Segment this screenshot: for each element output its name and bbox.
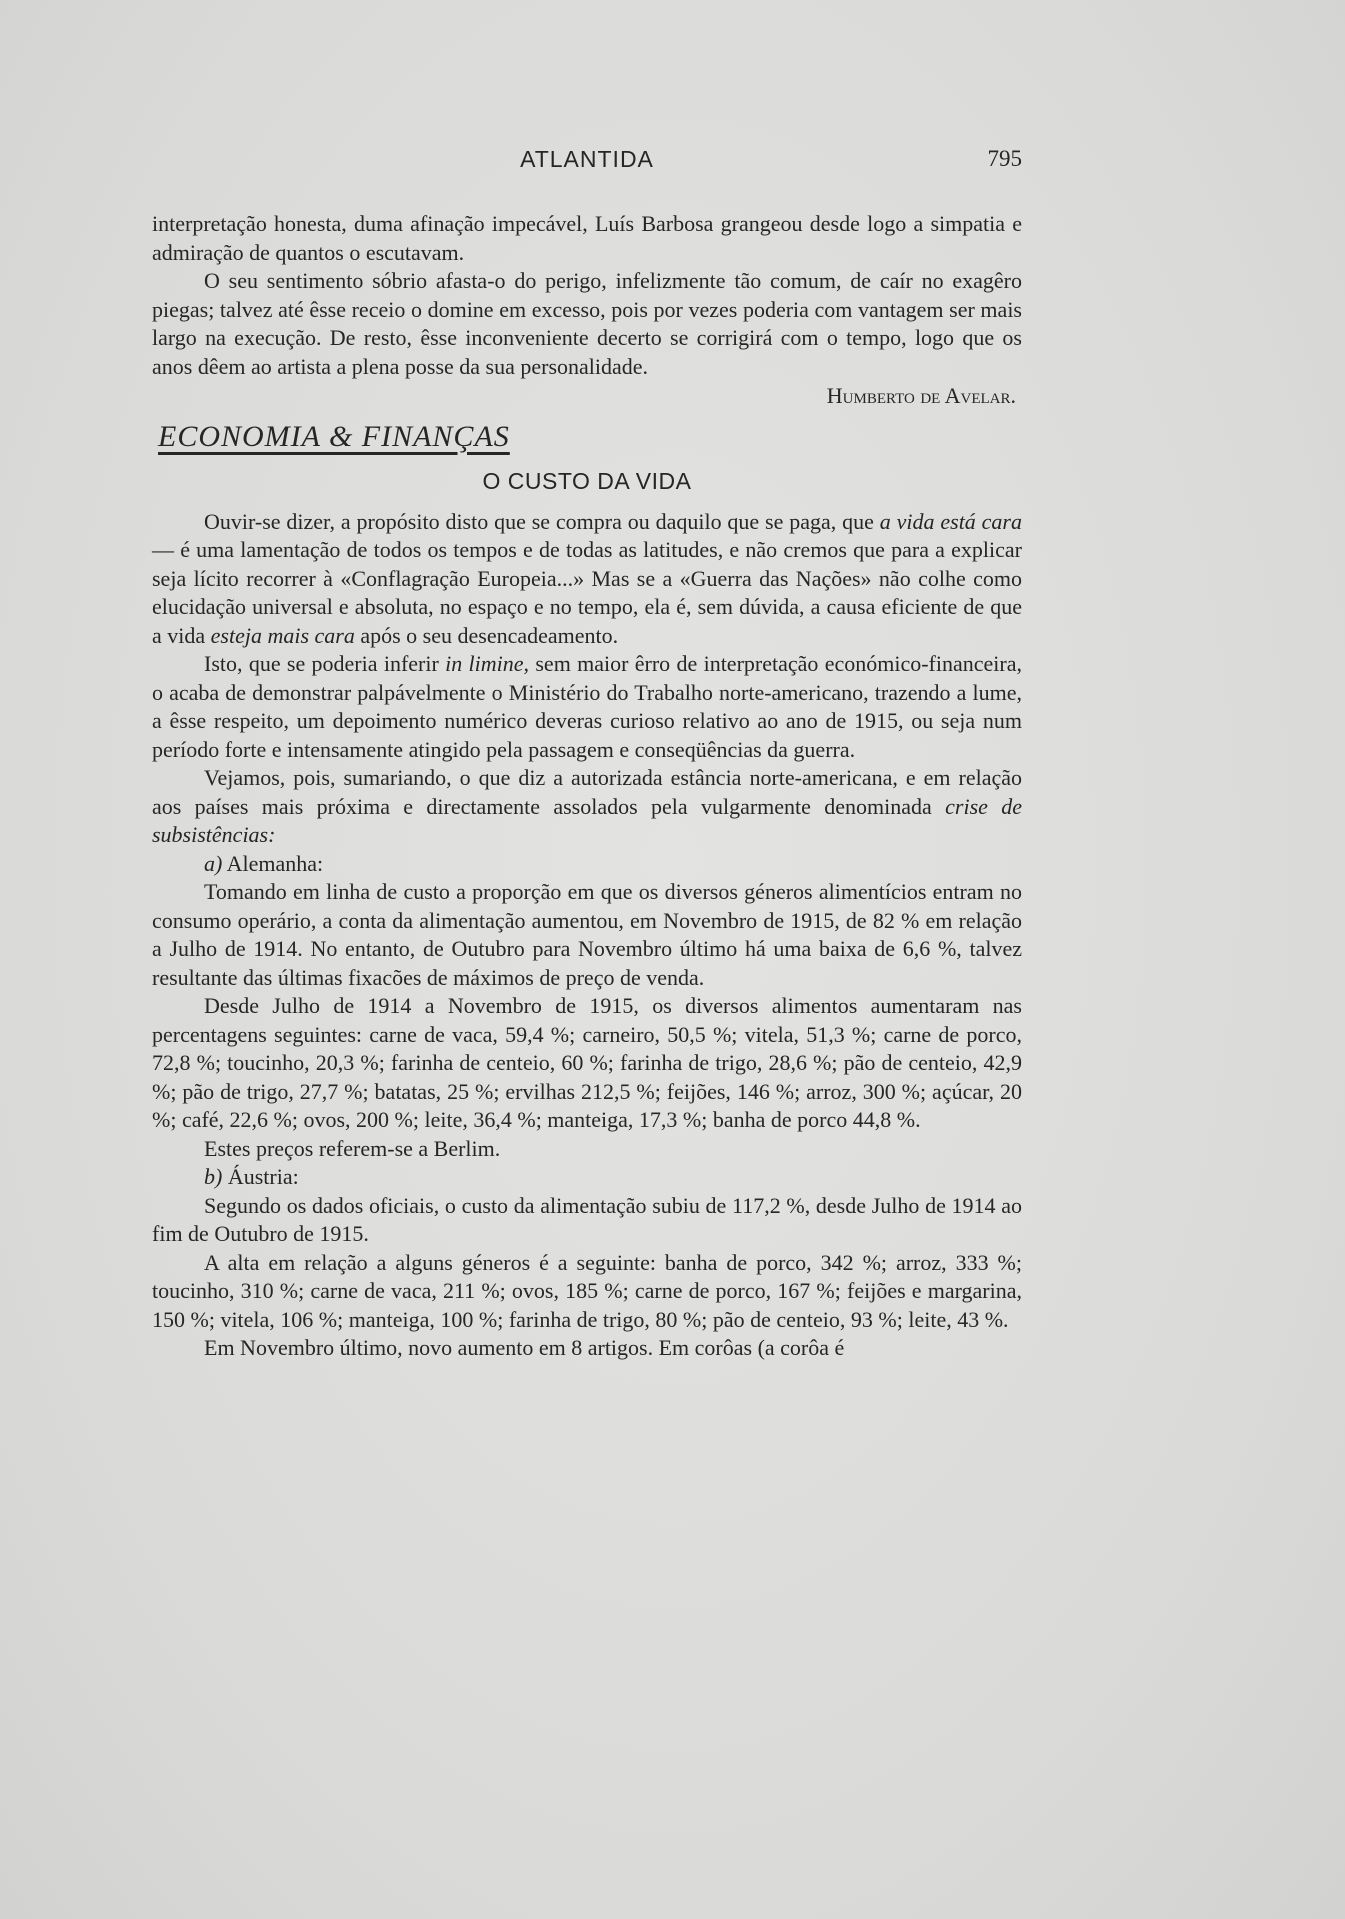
article-paragraph-2-part-b: sem maior êrro de interpretação económico-financeira, o acaba de demonstrar palpávelmente o Ministério do Trabalho norte-americano, trazendo a lume, a êsse respeito, um depoimento numérico deveras curioso relativo ao ano de 1915, ou seja num período forte e intensamente atingido pela passagem e conseqüências da guerra. xyxy=(152,651,1022,762)
article-paragraph-3-emphasis: crise de subsistências: xyxy=(152,793,1023,847)
article-paragraph-1-emphasis: a vida está cara xyxy=(879,508,1022,534)
article-paragraph-1-part-a: Ouvir-se dizer, a propósito disto que se compra ou daquilo que se paga, que xyxy=(204,508,880,534)
list-item-b-text: Áustria: xyxy=(222,1164,299,1189)
article-paragraph-8: A alta em relação a alguns géneros é a seguinte: banha de porco, 342 %; arroz, 333 %; toucinho, 310 %; carne de vaca, 211 %; ovos, 185 %; carne de porco, 167 %; feijões e margarina, 150 %; vitela, 106 %; manteiga, 100 %; farinha de trigo, 80 %; pão de centeio, 93 %; leite, 43 %. xyxy=(152,1249,1022,1332)
list-item-b-letter: b) xyxy=(204,1164,223,1189)
previous-article-paragraph-2: O seu sentimento sóbrio afasta-o do perigo, infelizmente tão comum, de caír no exagêro piegas; talvez até êsse receio o domine em excesso, pois por vezes poderia com vantagem ser mais largo na execução. De resto, êsse inconveniente decerto se corrigirá com o tempo, logo que os anos dêem ao artista a plena posse da sua personalidade. xyxy=(152,268,1022,379)
article-paragraph-2 xyxy=(152,650,1022,764)
article-paragraph-2-part-a: Isto, que se poderia inferir xyxy=(204,651,446,676)
running-head xyxy=(152,146,1022,176)
page-number: 795 xyxy=(987,146,1022,171)
article-paragraph-6: Estes preços referem-se a Berlim. xyxy=(204,1135,501,1161)
article-paragraph-3 xyxy=(152,764,1022,850)
article-paragraph-5: Desde Julho de 1914 a Novembro de 1915, os diversos alimentos aumentaram nas percentagens seguintes: carne de vaca, 59,4 %; carneiro, 50,5 %; vitela, 51,3 %; carne de porco, 72,8 %; toucinho, 20,3 %; farinha de centeio, 60 %; farinha de trigo, 28,6 %; pão de centeio, 42,9 %; pão de trigo, 27,7 %; batatas, 25 %; ervilhas 212,5 %; feijões, 146 %; arroz, 300 %; açúcar, 20 %; café, 22,6 %; ovos, 200 %; leite, 36,4 %; manteiga, 17,3 %; banha de porco 44,8 %. xyxy=(152,993,1022,1132)
article-paragraph-3-part-a: Vejamos, pois, sumariando, o que diz a autorizada estância norte-americana, e em relação aos países mais próxima e directamente assolados pela vulgarmente denominada xyxy=(152,765,1022,819)
list-item-a-text: Alemanha: xyxy=(222,850,324,876)
author-signature: Humberto de Avelar. xyxy=(826,383,1016,408)
article-paragraph-4: Tomando em linha de custo a proporção em que os diversos géneros alimentícios entram no consumo operário, a conta da alimentação aumentou, em Novembro de 1915, de 82 % em relação a Julho de 1914. No entanto, de Outubro para Novembro último há uma baixa de 6,6 %, talvez resultante das últimas fixacões de máximos de preço de venda. xyxy=(152,879,1022,990)
article-title: O CUSTO DA VIDA xyxy=(482,468,692,494)
article-paragraph-1-emphasis-2: esteja mais cara xyxy=(210,622,355,648)
article-paragraph-1-part-c: após o seu desencadeamento. xyxy=(354,622,619,648)
list-item-a-label xyxy=(152,850,1022,879)
previous-article-paragraph-1: interpretação honesta, duma afinação impecável, Luís Barbosa grangeou desde logo a simpatia e admiração de quantos o escutavam. xyxy=(152,211,1022,265)
article-paragraph-1-part-b: — é uma lamentação de todos os tempos e de todas as latitudes, e não cremos que para a explicar seja lícito recorrer à «Conflagração Europeia...» Mas se a «Guerra das Nações» não colhe como elucidação universal e absoluta, no espaço e no tempo, ela é, sem dúvida, a causa eficiente de que a vida xyxy=(152,537,1022,648)
list-item-b-label xyxy=(152,1163,1022,1192)
article-paragraph-1 xyxy=(152,508,1022,651)
list-item-a-letter: a) xyxy=(204,850,223,876)
running-title: ATLANTIDA xyxy=(520,146,654,172)
section-heading: ECONOMIA & FINANÇAS xyxy=(158,419,510,453)
text-column xyxy=(152,210,1022,1363)
article-paragraph-9: Em Novembro último, novo aumento em 8 artigos. Em corôas (a corôa é xyxy=(204,1335,845,1360)
article-paragraph-2-emphasis: in limine, xyxy=(445,651,530,676)
article-paragraph-7: Segundo os dados oficiais, o custo da alimentação subiu de 117,2 %, desde Julho de 1914 ao fim de Outubro de 1915. xyxy=(152,1192,1022,1246)
